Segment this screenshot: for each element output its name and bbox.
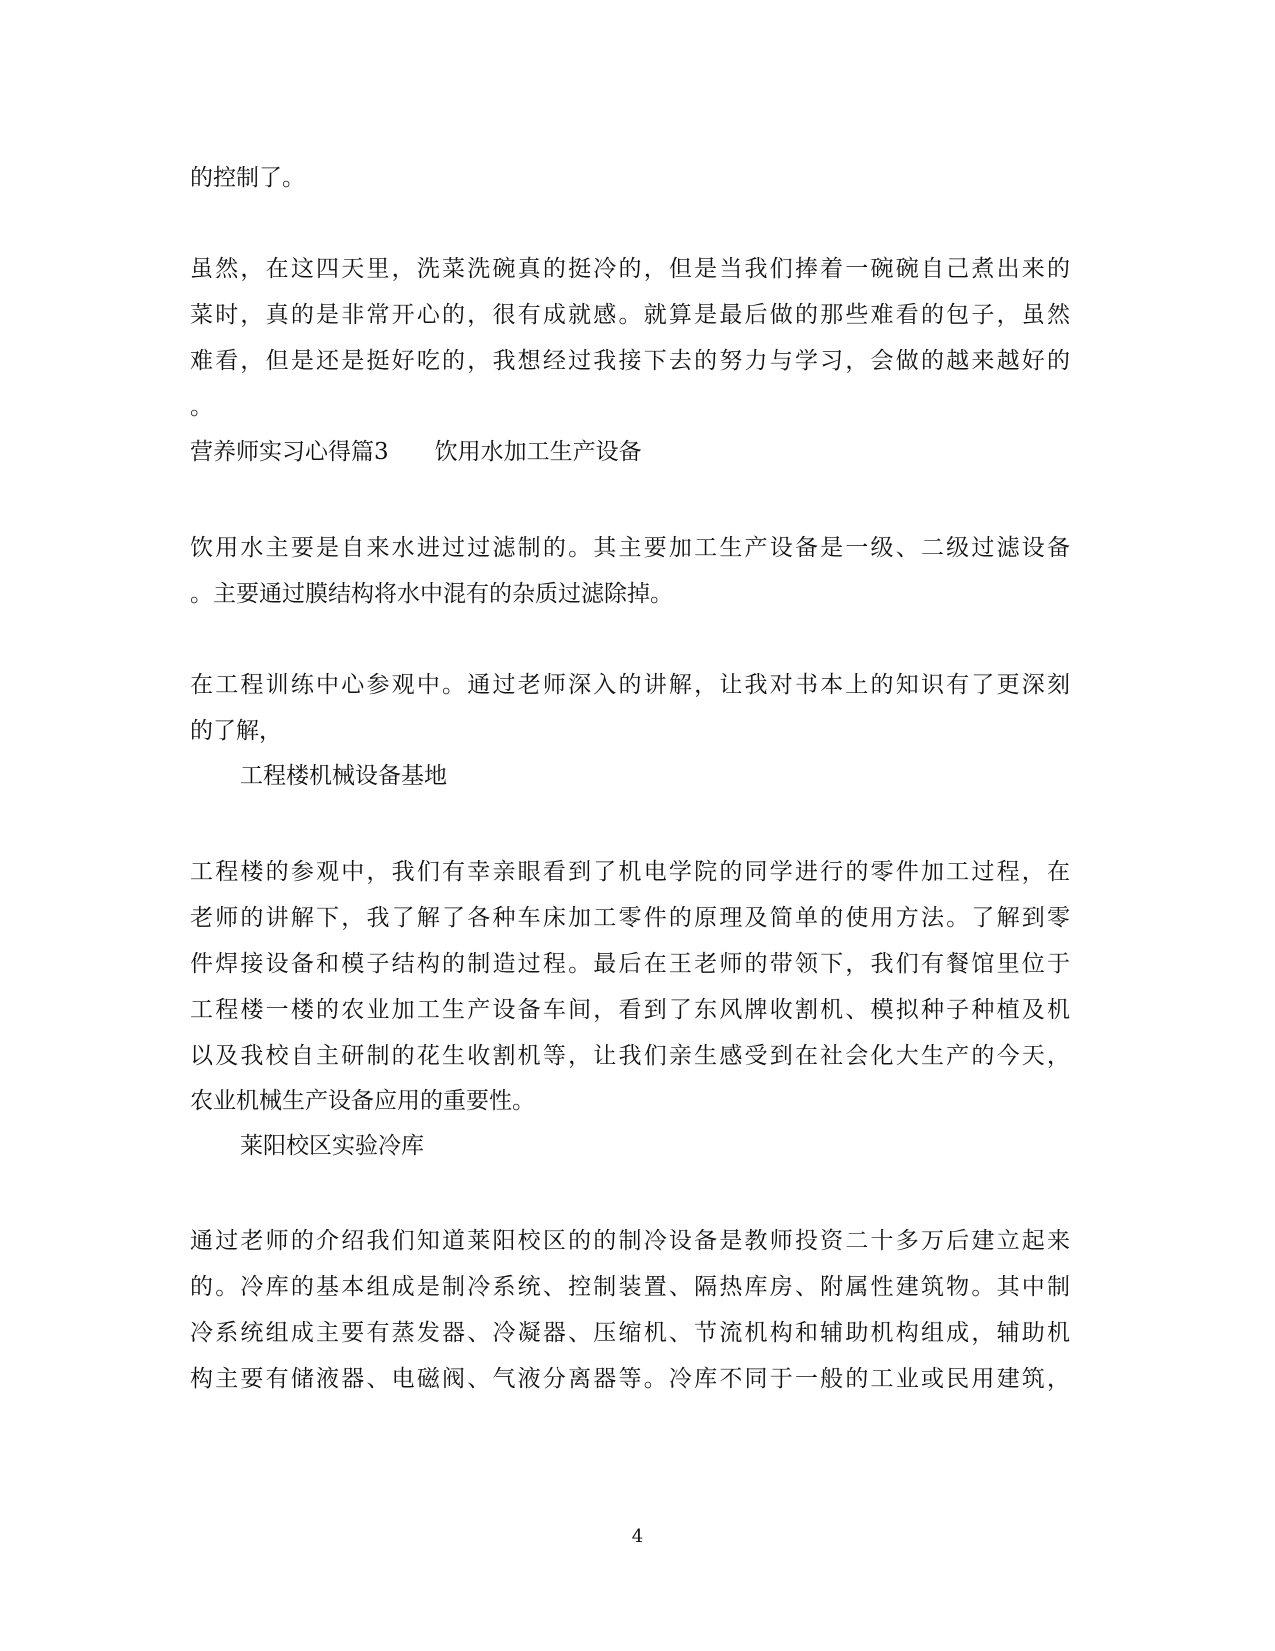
text-line: 件焊接设备和模子结构的制造过程。最后在王老师的带领下，我们有餐馆里位于 [190,951,1070,977]
text-line: 菜时，真的是非常开心的，很有成就感。就算是最后做的那些难看的包子，虽然 [190,302,1070,328]
text-line: 农业机械生产设备应用的重要性。 [190,1088,535,1114]
text-line: 冷系统组成主要有蒸发器、冷凝器、压缩机、节流机构和辅助机构组成，辅助机 [190,1320,1070,1346]
text-line: 构主要有储液器、电磁阀、气液分离器等。冷库不同于一般的工业或民用建筑， [190,1366,1070,1392]
text-line: 饮用水主要是自来水进过过滤制的。其主要加工生产设备是一级、二级过滤设备 [190,535,1070,561]
text-line: 老师的讲解下，我了解了各种车床加工零件的原理及简单的使用方法。了解到零 [190,905,1070,931]
text-line: 工程楼一楼的农业加工生产设备车间，看到了东风牌收割机、模拟种子种植及机 [190,997,1070,1023]
text-line: 的。冷库的基本组成是制冷系统、控制装置、隔热库房、附属性建筑物。其中制 [190,1274,1070,1300]
text-line: 通过老师的介绍我们知道莱阳校区的的制冷设备是教师投资二十多万后建立起来 [190,1228,1070,1254]
subsection-heading: 莱阳校区实验冷库 [240,1133,424,1159]
text-line: 。 [190,394,213,420]
text-line: 以及我校自主研制的花生收割机等，让我们亲生感受到在社会化大生产的今天， [190,1043,1070,1069]
subsection-heading: 工程楼机械设备基地 [240,763,447,789]
text-line: 虽然，在这四天里，洗菜洗碗真的挺冷的，但是当我们捧着一碗碗自己煮出来的 [190,256,1070,282]
text-line: 的控制了。 [190,165,305,191]
page-number: 4 [631,1526,644,1547]
text-line: 在工程训练中心参观中。通过老师深入的讲解，让我对书本上的知识有了更深刻 [190,672,1070,698]
text-line: 的了解， [190,718,282,744]
section-heading: 营养师实习心得篇3 饮用水加工生产设备 [190,439,642,465]
text-line: 工程楼的参观中，我们有幸亲眼看到了机电学院的同学进行的零件加工过程，在 [190,859,1070,885]
text-line: 。主要通过膜结构将水中混有的杂质过滤除掉。 [190,581,673,607]
text-line: 难看，但是还是挺好吃的，我想经过我接下去的努力与学习，会做的越来越好的 [190,348,1070,374]
